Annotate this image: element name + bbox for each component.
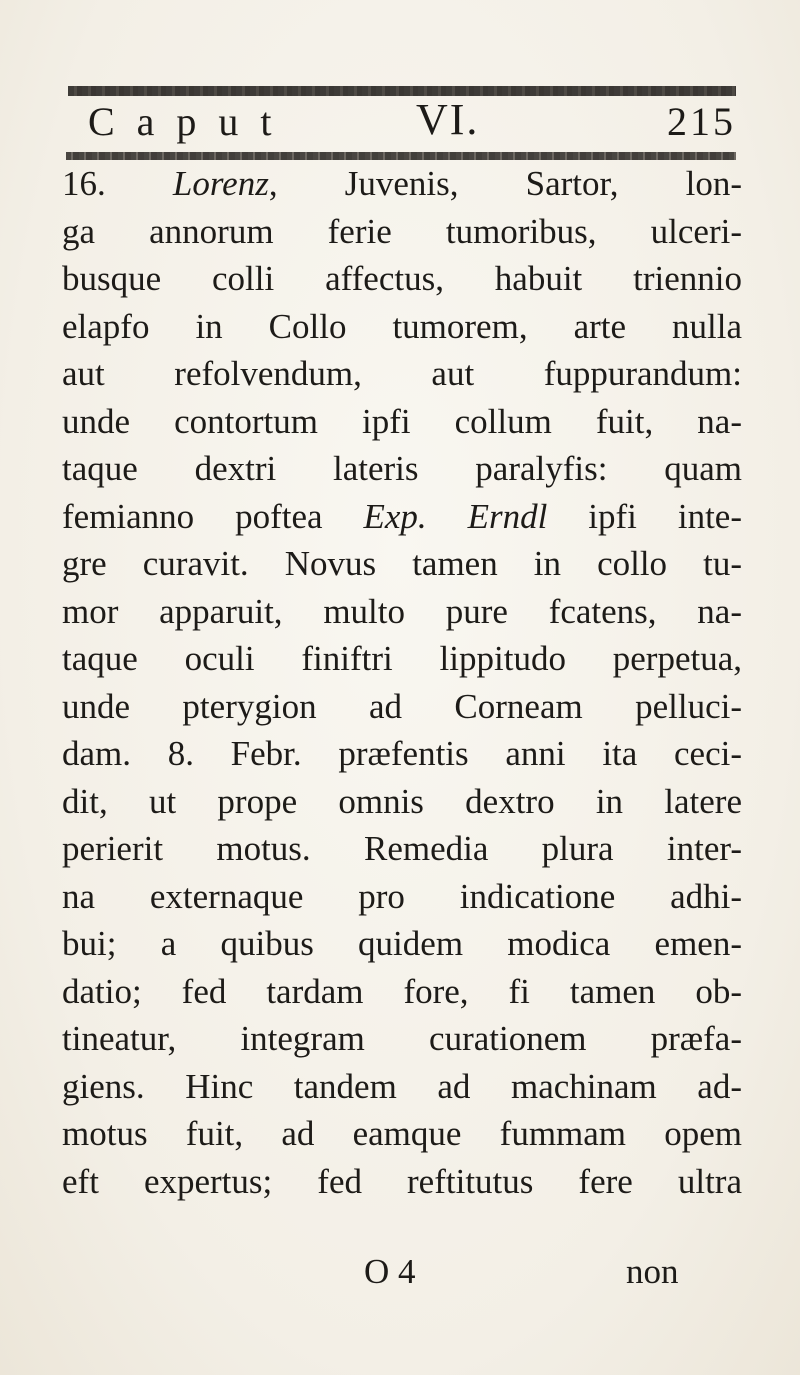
catchword: non [626, 1252, 679, 1291]
italic-citation: Exp. Erndl [363, 496, 548, 536]
text-line: taque dextri lateris paralyfis: quam [62, 449, 742, 488]
italic-name: Lorenz [172, 164, 269, 203]
text-line: taque oculi finiftri lippitudo perpetua, [62, 639, 742, 678]
text-line: bui; a quibus quidem modica emen- [62, 924, 742, 963]
text-line: eft expertus; fed reftitutus fere ultra [62, 1161, 742, 1201]
running-head [68, 96, 736, 152]
text-line: ga annorum ferie tumoribus, ulceri- [62, 211, 742, 251]
text-line: aut refolvendum, aut fuppurandum: [62, 354, 742, 393]
text-line: dit, ut prope omnis dextro in latere [62, 781, 742, 821]
text-line: unde pterygion ad Corneam pelluci- [62, 686, 742, 726]
text-line: dam. 8. Febr. præfentis anni ita ceci- [62, 734, 742, 773]
text-line: datio; fed tardam fore, fi tamen ob- [62, 971, 742, 1011]
text-line: giens. Hinc tandem ad machinam ad- [62, 1066, 742, 1106]
text-line: femianno poftea Exp. Erndl ipfi inte- [62, 496, 742, 536]
text-line: 16. Lorenz, Juvenis, Sartor, lon- [62, 164, 743, 203]
body-text [62, 160, 742, 1205]
text-line: tineatur, integram curationem præfa- [62, 1019, 742, 1058]
chapter-number: VI. [416, 95, 480, 144]
text-line: gre curavit. Novus tamen in collo tu- [62, 544, 742, 583]
header-rule-top [68, 86, 736, 96]
running-head-caput: Caput [88, 99, 294, 144]
text-line: mor apparuit, multo pure fcatens, na- [62, 591, 742, 631]
header-rule-bottom [66, 152, 736, 160]
text-line: perierit motus. Remedia plura inter- [62, 829, 742, 868]
text-line: unde contortum ipfi collum fuit, na- [62, 401, 742, 441]
text-line: busque colli affectus, habuit triennio [62, 259, 742, 298]
text-line: elapfo in Collo tumorem, arte nulla [62, 306, 742, 346]
signature-mark: O 4 [364, 1252, 416, 1291]
page-number: 215 [667, 99, 736, 144]
text-line: na externaque pro indicatione adhi- [62, 876, 742, 916]
text-line: motus fuit, ad eamque fummam opem [62, 1114, 742, 1153]
